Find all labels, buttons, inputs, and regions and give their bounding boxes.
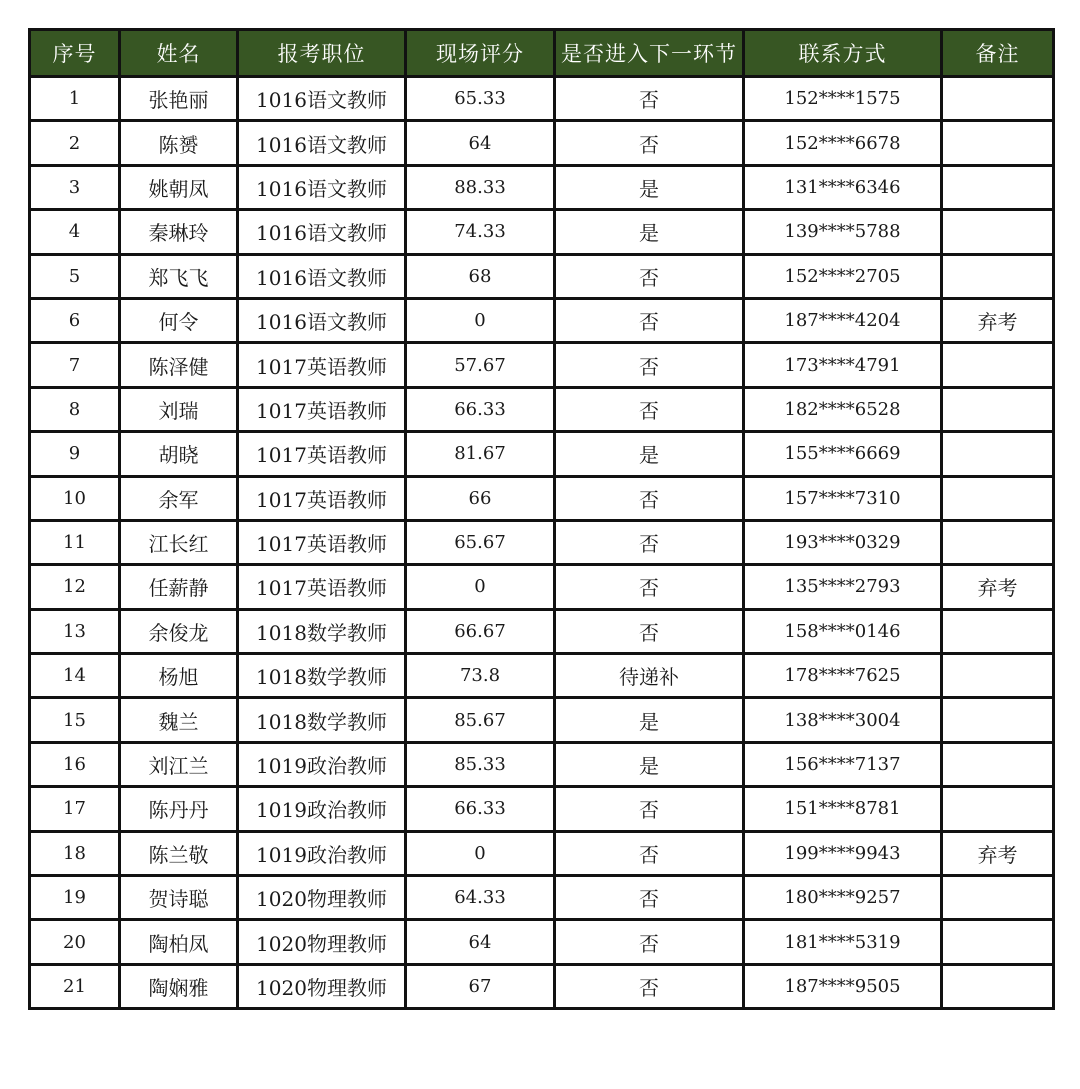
cell-next-stage: 否 <box>555 609 744 653</box>
cell-name: 刘江兰 <box>120 742 238 786</box>
cell-position: 1018数学教师 <box>238 609 406 653</box>
cell-position: 1017英语教师 <box>238 387 406 431</box>
cell-position: 1016语文教师 <box>238 298 406 342</box>
cell-next-stage: 是 <box>555 165 744 209</box>
cell-position: 1019政治教师 <box>238 831 406 875</box>
cell-name: 郑飞飞 <box>120 254 238 298</box>
cell-remark <box>942 165 1054 209</box>
cell-position: 1019政治教师 <box>238 787 406 831</box>
table-header <box>30 30 1054 77</box>
cell-position: 1020物理教师 <box>238 964 406 1008</box>
table-row <box>30 432 1054 476</box>
cell-remark <box>942 210 1054 254</box>
cell-index: 11 <box>30 520 120 564</box>
cell-contact: 135****2793 <box>744 565 942 609</box>
cell-contact: 156****7137 <box>744 742 942 786</box>
cell-name: 杨旭 <box>120 654 238 698</box>
results-table <box>28 28 1055 1010</box>
cell-remark <box>942 920 1054 964</box>
cell-position: 1017英语教师 <box>238 565 406 609</box>
cell-index: 1 <box>30 77 120 121</box>
cell-contact: 182****6528 <box>744 387 942 431</box>
cell-index: 17 <box>30 787 120 831</box>
table-row <box>30 165 1054 209</box>
header-position: 报考职位 <box>238 30 406 77</box>
cell-contact: 187****9505 <box>744 964 942 1008</box>
cell-score: 65.33 <box>406 77 555 121</box>
cell-next-stage: 否 <box>555 254 744 298</box>
cell-name: 贺诗聪 <box>120 876 238 920</box>
cell-name: 陈兰敬 <box>120 831 238 875</box>
cell-remark <box>942 742 1054 786</box>
cell-index: 20 <box>30 920 120 964</box>
cell-index: 13 <box>30 609 120 653</box>
cell-score: 66.67 <box>406 609 555 653</box>
table-body <box>30 77 1054 1009</box>
cell-contact: 152****1575 <box>744 77 942 121</box>
cell-score: 85.67 <box>406 698 555 742</box>
cell-score: 0 <box>406 831 555 875</box>
table-row <box>30 742 1054 786</box>
cell-next-stage: 是 <box>555 742 744 786</box>
cell-remark <box>942 121 1054 165</box>
table-row <box>30 77 1054 121</box>
cell-next-stage: 否 <box>555 964 744 1008</box>
cell-index: 6 <box>30 298 120 342</box>
cell-name: 陶柏凤 <box>120 920 238 964</box>
cell-remark <box>942 254 1054 298</box>
cell-position: 1020物理教师 <box>238 876 406 920</box>
table-row <box>30 787 1054 831</box>
cell-position: 1018数学教师 <box>238 654 406 698</box>
cell-position: 1016语文教师 <box>238 210 406 254</box>
cell-remark <box>942 964 1054 1008</box>
cell-contact: 187****4204 <box>744 298 942 342</box>
cell-position: 1017英语教师 <box>238 432 406 476</box>
cell-name: 陶娴雅 <box>120 964 238 1008</box>
cell-remark <box>942 77 1054 121</box>
cell-score: 81.67 <box>406 432 555 476</box>
header-score: 现场评分 <box>406 30 555 77</box>
cell-score: 66 <box>406 476 555 520</box>
cell-contact: 178****7625 <box>744 654 942 698</box>
cell-score: 74.33 <box>406 210 555 254</box>
table-row <box>30 520 1054 564</box>
cell-position: 1016语文教师 <box>238 165 406 209</box>
table-row <box>30 698 1054 742</box>
cell-index: 10 <box>30 476 120 520</box>
table-row <box>30 831 1054 875</box>
table-row <box>30 654 1054 698</box>
cell-score: 57.67 <box>406 343 555 387</box>
cell-contact: 151****8781 <box>744 787 942 831</box>
cell-contact: 199****9943 <box>744 831 942 875</box>
table-row <box>30 343 1054 387</box>
cell-next-stage: 否 <box>555 121 744 165</box>
cell-contact: 139****5788 <box>744 210 942 254</box>
cell-position: 1017英语教师 <box>238 520 406 564</box>
cell-next-stage: 否 <box>555 476 744 520</box>
cell-position: 1020物理教师 <box>238 920 406 964</box>
header-name: 姓名 <box>120 30 238 77</box>
cell-remark: 弃考 <box>942 298 1054 342</box>
cell-name: 魏兰 <box>120 698 238 742</box>
cell-index: 21 <box>30 964 120 1008</box>
cell-name: 胡晓 <box>120 432 238 476</box>
cell-next-stage: 否 <box>555 920 744 964</box>
cell-contact: 152****2705 <box>744 254 942 298</box>
header-row <box>30 30 1054 77</box>
cell-contact: 181****5319 <box>744 920 942 964</box>
cell-score: 0 <box>406 565 555 609</box>
table-row <box>30 609 1054 653</box>
cell-contact: 180****9257 <box>744 876 942 920</box>
cell-contact: 193****0329 <box>744 520 942 564</box>
cell-remark: 弃考 <box>942 831 1054 875</box>
cell-position: 1017英语教师 <box>238 343 406 387</box>
table-row <box>30 210 1054 254</box>
cell-next-stage: 否 <box>555 77 744 121</box>
cell-name: 陈赟 <box>120 121 238 165</box>
cell-score: 0 <box>406 298 555 342</box>
cell-remark: 弃考 <box>942 565 1054 609</box>
cell-next-stage: 是 <box>555 210 744 254</box>
cell-remark <box>942 343 1054 387</box>
cell-score: 73.8 <box>406 654 555 698</box>
cell-contact: 131****6346 <box>744 165 942 209</box>
cell-score: 66.33 <box>406 387 555 431</box>
cell-next-stage: 否 <box>555 876 744 920</box>
cell-position: 1016语文教师 <box>238 121 406 165</box>
table-row <box>30 121 1054 165</box>
table-row <box>30 565 1054 609</box>
cell-score: 64.33 <box>406 876 555 920</box>
cell-remark <box>942 698 1054 742</box>
cell-position: 1016语文教师 <box>238 254 406 298</box>
cell-score: 85.33 <box>406 742 555 786</box>
cell-contact: 173****4791 <box>744 343 942 387</box>
cell-contact: 155****6669 <box>744 432 942 476</box>
cell-index: 12 <box>30 565 120 609</box>
cell-next-stage: 否 <box>555 387 744 431</box>
cell-name: 何令 <box>120 298 238 342</box>
cell-remark <box>942 476 1054 520</box>
results-sheet <box>28 28 1052 1010</box>
cell-position: 1016语文教师 <box>238 77 406 121</box>
table-row <box>30 920 1054 964</box>
cell-index: 3 <box>30 165 120 209</box>
cell-index: 2 <box>30 121 120 165</box>
cell-remark <box>942 387 1054 431</box>
table-row <box>30 387 1054 431</box>
cell-name: 刘瑞 <box>120 387 238 431</box>
table-row <box>30 964 1054 1008</box>
cell-remark <box>942 876 1054 920</box>
cell-index: 4 <box>30 210 120 254</box>
cell-index: 8 <box>30 387 120 431</box>
cell-name: 陈泽健 <box>120 343 238 387</box>
table-row <box>30 254 1054 298</box>
cell-contact: 138****3004 <box>744 698 942 742</box>
cell-score: 67 <box>406 964 555 1008</box>
cell-name: 张艳丽 <box>120 77 238 121</box>
cell-index: 19 <box>30 876 120 920</box>
table-row <box>30 876 1054 920</box>
cell-name: 任薪静 <box>120 565 238 609</box>
cell-next-stage: 否 <box>555 343 744 387</box>
cell-position: 1017英语教师 <box>238 476 406 520</box>
header-next-stage: 是否进入下一环节 <box>555 30 744 77</box>
cell-name: 陈丹丹 <box>120 787 238 831</box>
cell-next-stage: 待递补 <box>555 654 744 698</box>
cell-index: 18 <box>30 831 120 875</box>
cell-score: 64 <box>406 121 555 165</box>
cell-next-stage: 否 <box>555 520 744 564</box>
cell-score: 88.33 <box>406 165 555 209</box>
cell-score: 64 <box>406 920 555 964</box>
cell-score: 68 <box>406 254 555 298</box>
cell-next-stage: 否 <box>555 787 744 831</box>
cell-score: 66.33 <box>406 787 555 831</box>
cell-next-stage: 否 <box>555 565 744 609</box>
cell-name: 秦琳玲 <box>120 210 238 254</box>
table-row <box>30 298 1054 342</box>
cell-contact: 152****6678 <box>744 121 942 165</box>
cell-index: 9 <box>30 432 120 476</box>
cell-remark <box>942 432 1054 476</box>
cell-score: 65.67 <box>406 520 555 564</box>
cell-name: 余军 <box>120 476 238 520</box>
cell-index: 16 <box>30 742 120 786</box>
cell-next-stage: 是 <box>555 432 744 476</box>
cell-position: 1019政治教师 <box>238 742 406 786</box>
header-remark: 备注 <box>942 30 1054 77</box>
cell-next-stage: 是 <box>555 698 744 742</box>
cell-index: 15 <box>30 698 120 742</box>
header-index: 序号 <box>30 30 120 77</box>
cell-remark <box>942 520 1054 564</box>
cell-next-stage: 否 <box>555 831 744 875</box>
cell-name: 江长红 <box>120 520 238 564</box>
cell-contact: 157****7310 <box>744 476 942 520</box>
cell-index: 7 <box>30 343 120 387</box>
cell-remark <box>942 609 1054 653</box>
cell-index: 14 <box>30 654 120 698</box>
cell-name: 余俊龙 <box>120 609 238 653</box>
cell-index: 5 <box>30 254 120 298</box>
cell-name: 姚朝凤 <box>120 165 238 209</box>
cell-contact: 158****0146 <box>744 609 942 653</box>
cell-next-stage: 否 <box>555 298 744 342</box>
cell-remark <box>942 787 1054 831</box>
cell-position: 1018数学教师 <box>238 698 406 742</box>
table-row <box>30 476 1054 520</box>
header-contact: 联系方式 <box>744 30 942 77</box>
cell-remark <box>942 654 1054 698</box>
